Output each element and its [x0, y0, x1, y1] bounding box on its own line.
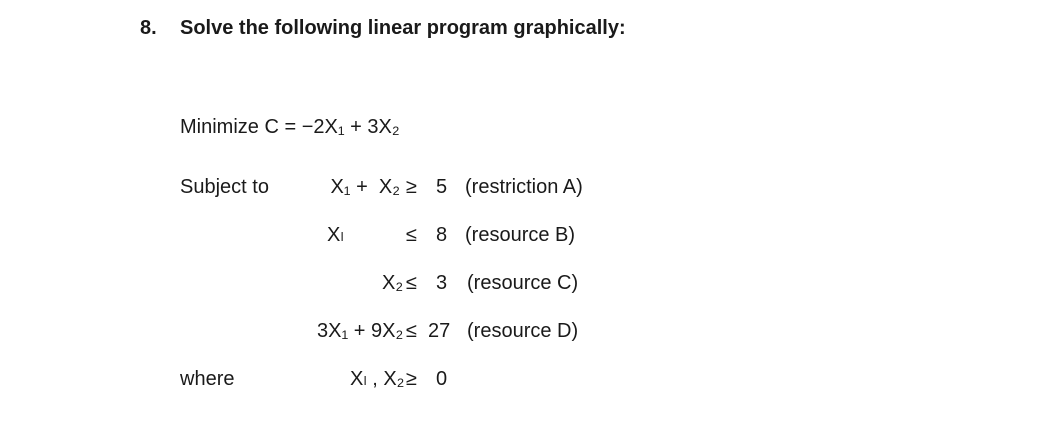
- constraint-relation: ≤: [406, 320, 417, 342]
- constraint-rhs: 5: [436, 176, 448, 198]
- constraint-row: [0, 271, 1038, 295]
- constraint-note: (restriction A): [465, 176, 583, 198]
- nonnegativity-relation: ≥: [406, 368, 417, 390]
- constraint-rhs: 8: [436, 224, 448, 246]
- constraint-row: [0, 319, 1038, 343]
- nonnegativity-row: [0, 367, 1038, 391]
- constraint-row: [0, 175, 1038, 199]
- subject-to-label: Subject to: [180, 176, 269, 198]
- constraint-rhs: 3: [436, 272, 448, 294]
- problem-number: 8.: [140, 17, 157, 39]
- constraint-relation: ≤: [406, 272, 417, 294]
- constraint-row: [0, 223, 1038, 247]
- constraint-relation: ≤: [406, 224, 417, 246]
- where-label: where: [180, 368, 235, 390]
- constraint-lhs: Xₗ: [327, 224, 344, 246]
- constraint-lhs: X₁ + X₂: [330, 176, 400, 198]
- constraint-note: (resource B): [465, 224, 576, 246]
- constraint-note: (resource D): [467, 320, 579, 342]
- constraint-relation: ≥: [406, 176, 417, 198]
- nonnegativity-rhs: 0: [436, 368, 448, 390]
- problem-title: Solve the following linear program graphically:: [180, 17, 626, 39]
- constraint-note: (resource C): [467, 272, 579, 294]
- constraint-rhs: 27: [428, 320, 451, 342]
- constraint-lhs: 3X₁ + 9X₂: [317, 320, 404, 342]
- nonnegativity-lhs: Xₗ , X₂: [350, 368, 405, 390]
- constraint-lhs: X₂: [382, 272, 404, 294]
- objective-function: Minimize C = −2X₁ + 3X₂: [180, 116, 400, 138]
